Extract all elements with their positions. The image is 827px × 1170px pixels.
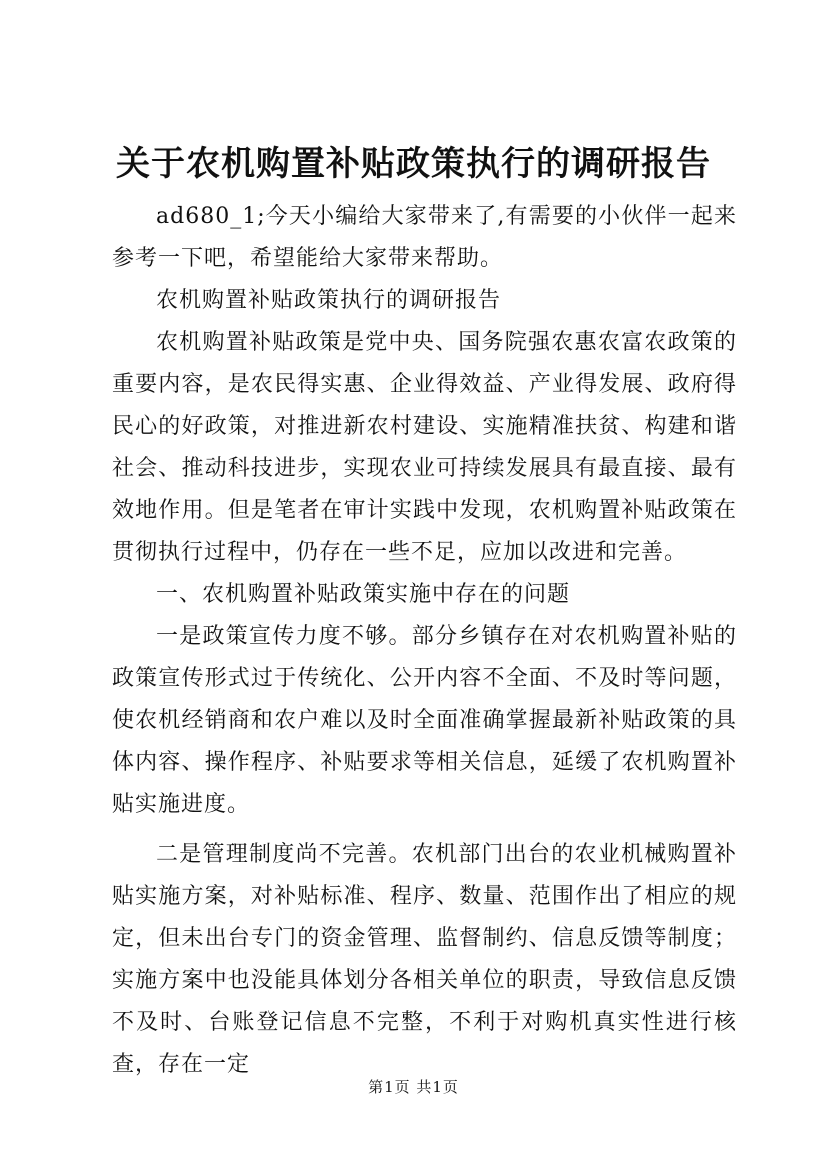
intro-paragraph: ad680_1;今天小编给大家带来了,有需要的小伙伴一起来参考一下吧，希望能给大家带来帮助。 xyxy=(112,204,737,271)
report-subtitle: 农机购置补贴政策执行的调研报告 xyxy=(156,288,502,313)
page-footer: 第1页 共1页 xyxy=(368,1078,459,1096)
document-body xyxy=(112,196,737,1086)
issue-one-paragraph: 一是政策宣传力度不够。部分乡镇存在对农机购置补贴的政策宣传形式过于传统化、公开内容不全面、不及时等问题，使农机经销商和农户难以及时全面准确掌握最新补贴政策的具体内容、操作程序、补贴要求等相关信息，延缓了农机购置补贴实施进度。 xyxy=(112,624,737,817)
document-title: 关于农机购置补贴政策执行的调研报告 xyxy=(116,144,711,184)
section-heading: 一、农机购置补贴政策实施中存在的问题 xyxy=(156,582,571,607)
overview-paragraph: 农机购置补贴政策是党中央、国务院强农惠农富农政策的重要内容，是农民得实惠、企业得效益、产业得发展、政府得民心的好政策，对推进新农村建设、实施精准扶贫、构建和谐社会、推动科技进步，实现农业可持续发展具有最直接、最有效地作用。但是笔者在审计实践中发现，农机购置补贴政策在贯彻执行过程中，仍存在一些不足，应加以改进和完善。 xyxy=(112,330,737,565)
issue-two-paragraph: 二是管理制度尚不完善。农机部门出台的农业机械购置补贴实施方案，对补贴标准、程序、数量、范围作出了相应的规定，但未出台专门的资金管理、监督制约、信息反馈等制度；实施方案中也没能具体划分各相关单位的职责，导致信息反馈不及时、台账登记信息不完整，不利于对购机真实性进行核查，存在一定 xyxy=(112,842,737,1077)
